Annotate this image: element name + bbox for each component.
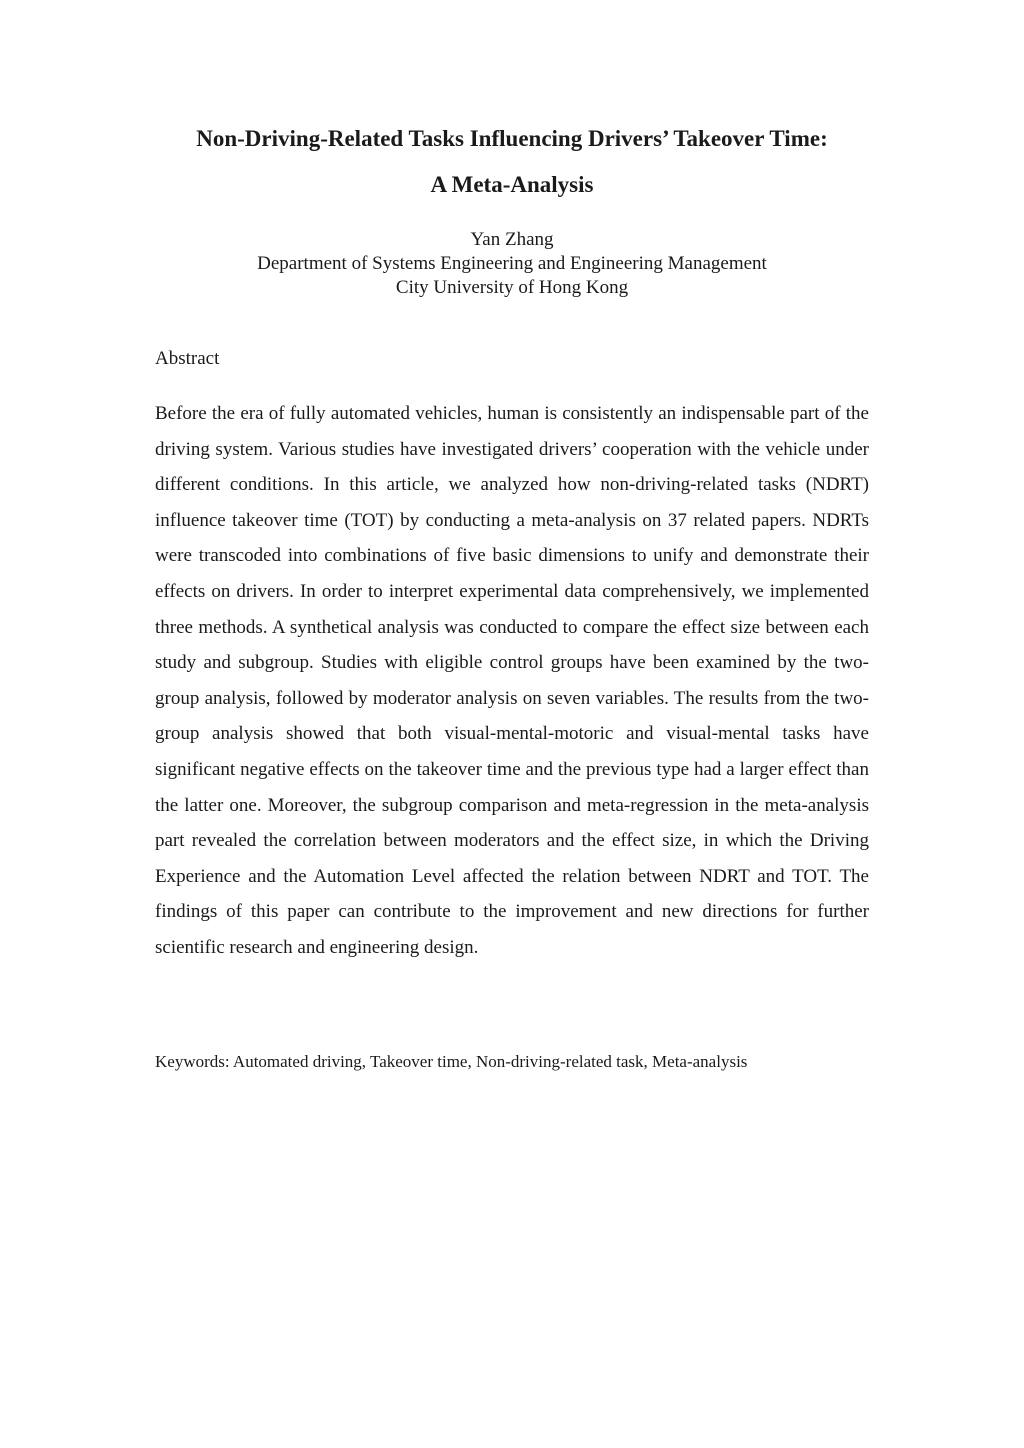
paper-title-line-1: Non-Driving-Related Tasks Influencing Drivers’ Takeover Time: xyxy=(196,126,828,151)
author-name: Yan Zhang xyxy=(470,229,554,250)
keywords: Keywords: Automated driving, Takeover time, Non-driving-related task, Meta-analysis xyxy=(155,1052,748,1071)
author-university: City University of Hong Kong xyxy=(395,277,629,298)
abstract-body: Before the era of fully automated vehicles, human is consistently an indispensable part of the driving system. Various studies have investigated drivers’ cooperation with the vehicle under different conditions. In this article, we analyzed how non-driving-related tasks (NDRT) influence takeover time (TOT) by conducting a meta-analysis on 37 related papers. NDRTs were transcoded into combinations of five basic dimensions to unify and demonstrate their effects on drivers. In order to interpret experimental data comprehensively, we implemented three methods. A synthetical analysis was conducted to compare the effect size between each study and subgroup. Studies with eligible control groups have been examined by the two-group analysis, followed by moderator analysis on seven variables. The results from the two-group analysis showed that both visual-mental-motoric and visual-mental tasks have significant negative effects on the takeover time and the previous type had a larger effect than the latter one. Moreover, the subgroup comparison and meta-regression in the meta-analysis part revealed the correlation between moderators and the effect size, in which the Driving Experience and the Automation Level affected the relation between NDRT and TOT. The findings of this paper can contribute to the improvement and new directions for further scientific research and engineering design. xyxy=(155,403,869,958)
abstract-heading: Abstract xyxy=(155,348,220,369)
paper-title-line-2: A Meta-Analysis xyxy=(430,172,594,197)
author-department: Department of Systems Engineering and Engineering Management xyxy=(257,253,767,274)
